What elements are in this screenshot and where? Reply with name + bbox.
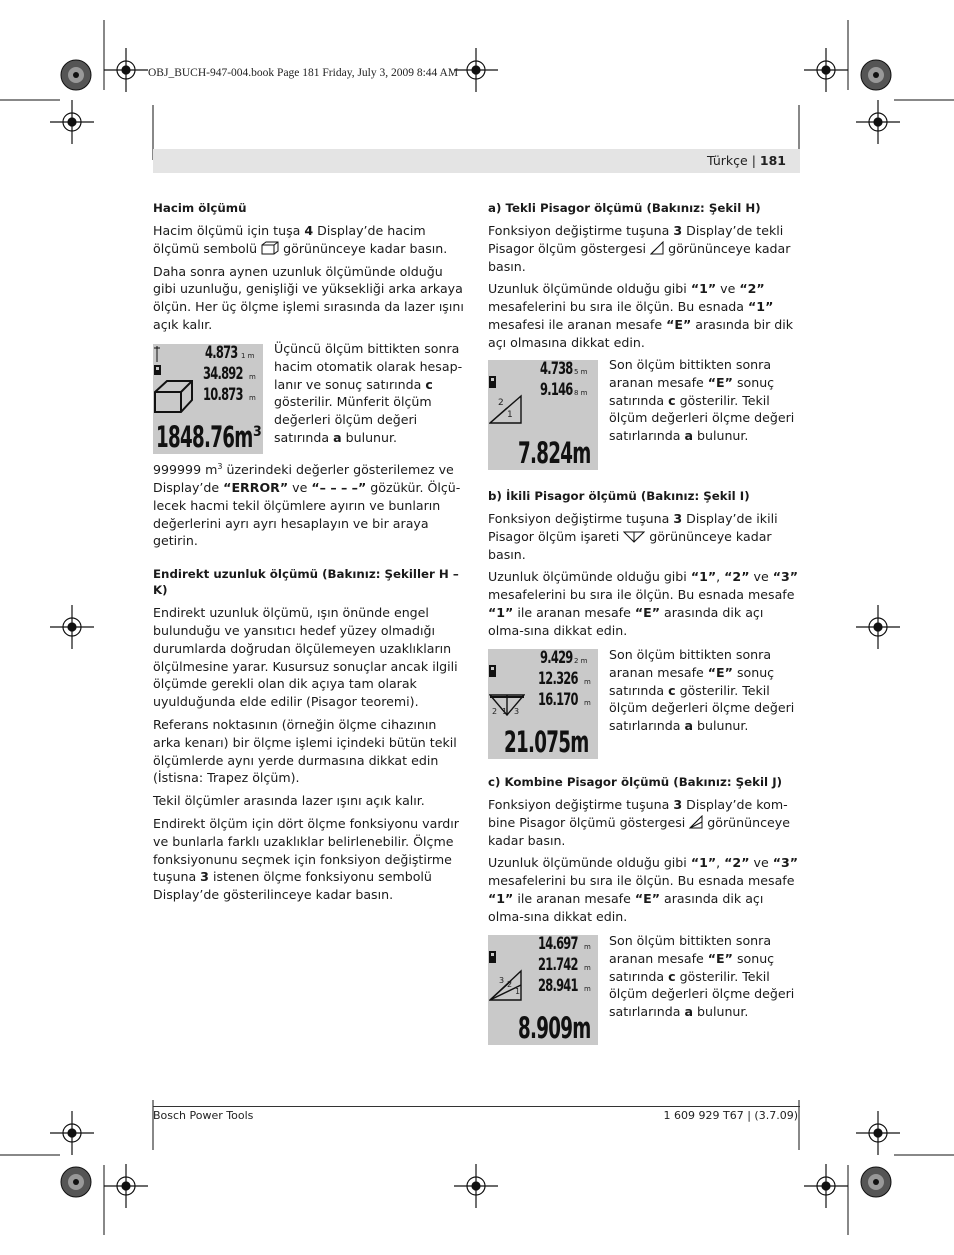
lcd-row-3: 16.170	[538, 690, 578, 710]
lcd-combined-pythagoras	[488, 935, 598, 1045]
lcd-row-2: 12.326	[538, 669, 578, 689]
lcd-volume	[153, 344, 263, 454]
unit: m	[584, 964, 591, 972]
device-icon	[489, 651, 501, 683]
right-lcd-b-caption	[609, 646, 801, 740]
label: 1	[515, 987, 521, 996]
box-icon	[154, 378, 194, 414]
header-section: Türkçe |	[706, 153, 760, 168]
unit: m	[249, 394, 256, 402]
triangle-icon	[489, 394, 523, 424]
right-column-c	[488, 774, 800, 931]
combined-pythagoras-icon	[689, 815, 703, 829]
lcd-row-1: 4.738	[540, 360, 573, 379]
paragraph: Referans noktasının (örneğin ölçme cihazının arka kenarı) bir ölçme işlemi içindeki bütün tekil ölçümlerde aynı yerde durmasına dikkat edin (İstisna: Trapez ölçüm).	[153, 716, 457, 786]
heading-volume: Hacim ölçümü	[153, 201, 247, 215]
unit: m	[584, 678, 591, 686]
lcd-result: 21.075m	[504, 725, 589, 759]
label: 2	[507, 980, 513, 989]
paragraph: Endirekt ölçüm için dört ölçme fonksiyonu vardır ve bunlarla farklı uzaklıklar belirlenebilir. Ölçme fonksiyonunu seçmek için fonksiyon değiştirme tuşuna 3 istenen ölçme fonksiyonu sembolü Display’de gösterilinceye kadar basın.	[153, 815, 459, 903]
label: 2	[498, 398, 504, 408]
label: 3	[499, 976, 505, 985]
combined-triangle-icon	[489, 969, 523, 1001]
device-icon	[489, 362, 501, 394]
page-header-bar	[153, 149, 800, 173]
volume-icon	[261, 241, 279, 255]
paragraph: Son ölçüm bittikten sonra aranan mesafe “E” sonuç satırında c gösterilir. Tekil ölçüm değerleri ölçme değeri satırlarında a bulunur.	[609, 647, 795, 734]
left-column-2	[153, 458, 465, 909]
single-pythagoras-icon	[650, 241, 664, 255]
label: 3	[514, 707, 520, 716]
lcd-double-pythagoras	[488, 649, 598, 759]
unit: m	[249, 373, 256, 381]
paragraph: Üçüncü ölçüm bittikten sonra hacim otomatik olarak hesap-lanır ve sonuç satırında c gösterilir. Münferit ölçüm değerleri ölçüm değeri satırında a bulunur.	[274, 341, 463, 445]
unit: 8 m	[574, 389, 588, 397]
paragraph: Daha sonra aynen uzunluk ölçümünde olduğu gibi uzunluğu, genişliği ve yüksekliği arka arkaya ölçün. Her üç ölçme işlemi sırasında da lazer ışını açık kalır.	[153, 263, 464, 332]
right-column-b	[488, 488, 800, 645]
page-header	[707, 153, 786, 168]
heading-combined-pythagoras: c) Kombine Pisagor ölçümü (Bakınız: Şekil J)	[488, 775, 782, 789]
unit: 1 m	[241, 352, 255, 360]
paragraph: Fonksiyon değiştirme tuşuna 3 Display’de tekli Pisagor ölçüm göstergesi görününceye kadar basın.	[488, 223, 791, 274]
unit: m	[584, 985, 591, 993]
left-lcd-caption	[274, 340, 467, 452]
unit: m	[584, 699, 591, 707]
device-icon	[489, 937, 501, 969]
label: 2	[492, 707, 498, 716]
paragraph: 999999 $m^3$ üzerindeki değerler gösterilemez ve Display’de “ERROR” ve “– – – –” gözükür. Ölçü-lecek hacmi tekil ölçümlere ayırın ve bunların değerlerini ayrı ayrı hesaplayın ve bir araya getirin.	[153, 462, 461, 549]
lcd-row-1: 14.697	[538, 935, 578, 954]
page-number: 181	[759, 153, 786, 168]
footer-right: 1 609 929 T67 | (3.7.09)	[663, 1109, 798, 1122]
paragraph: Tekil ölçümler arasında lazer ışını açık kalır.	[153, 793, 425, 809]
book-info: OBJ_BUCH-947-004.book Page 181 Friday, July 3, 2009 8:44 AM	[148, 67, 459, 79]
double-pythagoras-icon	[623, 531, 645, 543]
paragraph: Fonksiyon değiştirme tuşuna 3 Display’de kom-bine Pisagor ölçümü göstergesi görününceye kadar basın.	[488, 797, 790, 848]
paragraph: Endirekt uzunluk ölçümü, ışın önünde engel bulunduğu ve yansıtıcı hedef yüzey olmadığı durumlarda doğrudan ölçülemeyen uzaklıkların ölçülmesine yarar. Kusursuz sonuçlar ancak ilgili ölçümde gerekli olan dik açıya tam olarak uyulduğunda elde edilir (Pisagor teoremi).	[153, 605, 458, 710]
footer-left: Bosch Power Tools	[153, 1109, 254, 1122]
paragraph: Uzunluk ölçümünde olduğu gibi “1”, “2” ve “3” mesafelerini bu sıra ile ölçün. Bu esnada mesafe “1” ile aranan mesafe “E” arasında dik açı olma-sına dikkat edin.	[488, 569, 799, 638]
paragraph: Uzunluk ölçümünde olduğu gibi “1” ve “2” mesafelerini bu sıra ile ölçün. Bu esnada “1” mesafesi ile aranan mesafe “E” arasında bir dik açı olmasına dikkat edin.	[488, 281, 794, 350]
paragraph: Hacim ölçümü için tuşa 4 Display’de hacim ölçümü sembolü görününceye kadar basın.	[153, 223, 448, 256]
lcd-result-sup: 3	[253, 424, 261, 440]
unit: m	[584, 943, 591, 951]
lcd-row-3: 10.873	[203, 385, 243, 405]
paragraph: Fonksiyon değiştirme tuşuna 3 Display’de ikili Pisagor ölçüm işareti görününceye kadar basın.	[488, 511, 778, 562]
unit: 2 m	[574, 657, 588, 665]
label: 1	[502, 707, 508, 716]
left-column	[153, 200, 465, 339]
paragraph: Uzunluk ölçümünde olduğu gibi “1”, “2” ve “3” mesafelerini bu sıra ile ölçün. Bu esnada mesafe “1” ile aranan mesafe “E” arasında dik açı olma-sına dikkat edin.	[488, 855, 799, 924]
footer-rule	[153, 1106, 800, 1107]
heading-single-pythagoras: a) Tekli Pisagor ölçümü (Bakınız: Şekil H)	[488, 201, 761, 215]
heading-indirect: Endirekt uzunluk ölçümü (Bakınız: Şekiller H – K)	[153, 567, 459, 598]
lcd-result: 8.909m	[518, 1011, 591, 1045]
lcd-result: 7.824m	[518, 436, 591, 470]
lcd-row-2: 34.892	[203, 364, 243, 384]
label: 1	[507, 410, 513, 420]
right-lcd-a-caption	[609, 356, 801, 450]
heading-double-pythagoras: b) İkili Pisagor ölçümü (Bakınız: Şekil I)	[488, 489, 750, 503]
lcd-row-2: 9.146	[540, 380, 573, 400]
lcd-row-2: 21.742	[538, 955, 578, 975]
paragraph: Son ölçüm bittikten sonra aranan mesafe “E” sonuç satırında c gösterilir. Tekil ölçüm değerleri ölçme değeri satırlarında a bulunur.	[609, 933, 795, 1020]
lcd-result: 1848.76m	[156, 420, 253, 454]
lcd-row-1: 4.873	[205, 344, 238, 363]
paragraph: Son ölçüm bittikten sonra aranan mesafe “E” sonuç satırında c gösterilir. Tekil ölçüm değerleri ölçme değeri satırlarında a bulunur.	[609, 357, 795, 444]
lcd-row-1: 9.429	[540, 649, 573, 668]
unit: 5 m	[574, 368, 588, 376]
lcd-row-3: 28.941	[538, 976, 578, 996]
lcd-single-pythagoras	[488, 360, 598, 470]
right-column-a	[488, 200, 800, 357]
right-lcd-c-caption	[609, 932, 801, 1026]
